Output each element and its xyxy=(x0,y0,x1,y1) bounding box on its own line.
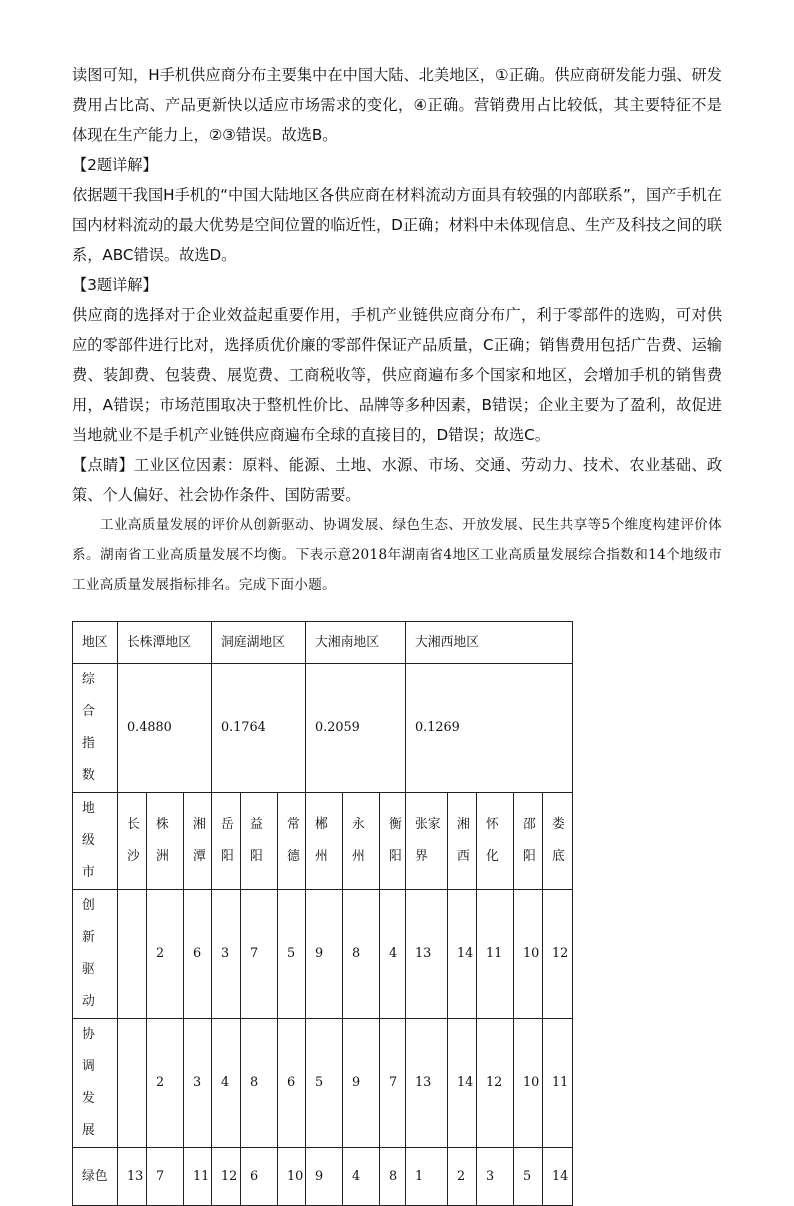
city-name: 株洲 xyxy=(156,817,169,864)
city-name: 张家界 xyxy=(415,817,441,864)
rank-cell: 12 xyxy=(212,1148,241,1206)
rank-cell: 6 xyxy=(278,1019,306,1148)
rank-cell: 13 xyxy=(406,1019,448,1148)
rank-cell: 2 xyxy=(147,890,184,1019)
city-name: 娄底 xyxy=(552,817,565,864)
rank-cell: 14 xyxy=(448,1019,477,1148)
city-name: 邵阳 xyxy=(523,817,536,864)
city-name: 衡阳 xyxy=(389,817,402,864)
rank-cell: 8 xyxy=(380,1148,406,1206)
rank-cell: 12 xyxy=(543,890,573,1019)
index-row xyxy=(73,664,573,793)
city-name: 郴州 xyxy=(315,817,328,864)
rank-cell: 5 xyxy=(278,890,306,1019)
row-label: 创新驱动 xyxy=(82,898,95,1009)
rank-cell: 3 xyxy=(477,1148,514,1206)
section-heading-3: 【3题详解】 xyxy=(72,276,158,294)
ranking-row xyxy=(73,1019,573,1148)
ranking-table xyxy=(72,621,573,1206)
city-name: 怀化 xyxy=(486,817,499,864)
rank-cell: 10 xyxy=(278,1148,306,1206)
region-row xyxy=(73,622,573,664)
rank-cell: 4 xyxy=(380,890,406,1019)
answer-paragraph-3: 供应商的选择对于企业效益起重要作用，手机产业链供应商分布广，利于零部件的选购，可对供应的零部件进行比对，选择质优价廉的零部件保证产品质量，C正确；销售费用包括广告费、运输费、装卸费、包装费、展览费、工商税收等，供应商遍布多个国家和地区，会增加手机的销售费用，A错误；市场范围取决于整机性价比、品牌等多种因素，B错误；企业主要为了盈利，故促进当地就业不是手机产业链供应商遍布全球的直接目的，D错误；故选C。 xyxy=(72,306,722,444)
rank-cell: 2 xyxy=(448,1148,477,1206)
region-label: 地区 xyxy=(73,622,118,664)
rank-cell: 2 xyxy=(147,1019,184,1148)
region-cell: 大湘南地区 xyxy=(306,622,406,664)
index-label: 综合指数 xyxy=(82,672,95,783)
section-heading-2: 【2题详解】 xyxy=(72,156,158,174)
rank-cell: 11 xyxy=(543,1019,573,1148)
region-cell: 长株潭地区 xyxy=(118,622,212,664)
rank-cell: 8 xyxy=(241,1019,278,1148)
rank-cell: 14 xyxy=(448,890,477,1019)
city-name: 湘潭 xyxy=(193,817,206,864)
region-cell: 大湘西地区 xyxy=(406,622,573,664)
rank-cell: 8 xyxy=(343,890,380,1019)
index-cell: 0.2059 xyxy=(306,664,406,793)
row-label: 协调发展 xyxy=(82,1027,95,1138)
rank-cell: 13 xyxy=(118,1148,147,1206)
rank-cell: 7 xyxy=(147,1148,184,1206)
rank-cell: 13 xyxy=(406,890,448,1019)
rank-cell xyxy=(118,1019,147,1148)
rank-cell: 10 xyxy=(514,890,543,1019)
rank-cell: 12 xyxy=(477,1019,514,1148)
rank-cell: 14 xyxy=(543,1148,573,1206)
key-point-paragraph: 【点睛】工业区位因素：原料、能源、土地、水源、市场、交通、劳动力、技术、农业基础、政策、个人偏好、社会协作条件、国防需要。 xyxy=(72,456,722,504)
city-name: 长沙 xyxy=(127,817,140,864)
city-name: 岳阳 xyxy=(221,817,234,864)
ranking-row xyxy=(73,1148,573,1206)
rank-cell xyxy=(118,890,147,1019)
rank-cell: 9 xyxy=(306,890,343,1019)
rank-cell: 6 xyxy=(241,1148,278,1206)
rank-cell: 3 xyxy=(184,1019,212,1148)
document-body xyxy=(72,60,722,600)
answer-paragraph-2: 依据题干我国H手机的“中国大陆地区各供应商在材料流动方面具有较强的内部联系”，国产手机在国内材料流动的最大优势是空间位置的临近性，D正确；材料中未体现信息、生产及科技之间的联系，ABC错误。故选D。 xyxy=(72,186,722,264)
rank-cell: 1 xyxy=(406,1148,448,1206)
rank-cell: 11 xyxy=(477,890,514,1019)
index-cell: 0.1269 xyxy=(406,664,573,793)
rank-cell: 9 xyxy=(306,1148,343,1206)
city-row xyxy=(73,793,573,890)
rank-cell: 9 xyxy=(343,1019,380,1148)
rank-cell: 4 xyxy=(212,1019,241,1148)
city-name: 永州 xyxy=(352,817,365,864)
rank-cell: 6 xyxy=(184,890,212,1019)
rank-cell: 11 xyxy=(184,1148,212,1206)
ranking-row xyxy=(73,890,573,1019)
city-name: 常德 xyxy=(287,817,300,864)
region-cell: 洞庭湖地区 xyxy=(212,622,306,664)
index-cell: 0.1764 xyxy=(212,664,306,793)
rank-cell: 7 xyxy=(380,1019,406,1148)
question-intro: 工业高质量发展的评价从创新驱动、协调发展、绿色生态、开放发展、民生共享等5个维度构建评价体系。湖南省工业高质量发展不均衡。下表示意2018年湖南省4地区工业高质量发展综合指数和14个地级市工业高质量发展指标排名。完成下面小题。 xyxy=(72,517,722,593)
rank-cell: 5 xyxy=(306,1019,343,1148)
city-name: 益阳 xyxy=(250,817,263,864)
index-cell: 0.4880 xyxy=(118,664,212,793)
rank-cell: 4 xyxy=(343,1148,380,1206)
rank-cell: 10 xyxy=(514,1019,543,1148)
rank-cell: 3 xyxy=(212,890,241,1019)
city-label: 地级市 xyxy=(82,801,95,880)
city-name: 湘西 xyxy=(457,817,470,864)
answer-paragraph-1: 读图可知，H手机供应商分布主要集中在中国大陆、北美地区，①正确。供应商研发能力强、研发费用占比高、产品更新快以适应市场需求的变化，④正确。营销费用占比较低，其主要特征不是体现在生产能力上，②③错误。故选B。 xyxy=(72,66,722,144)
rank-cell: 7 xyxy=(241,890,278,1019)
rank-cell: 5 xyxy=(514,1148,543,1206)
row-label: 绿色 xyxy=(73,1148,118,1206)
